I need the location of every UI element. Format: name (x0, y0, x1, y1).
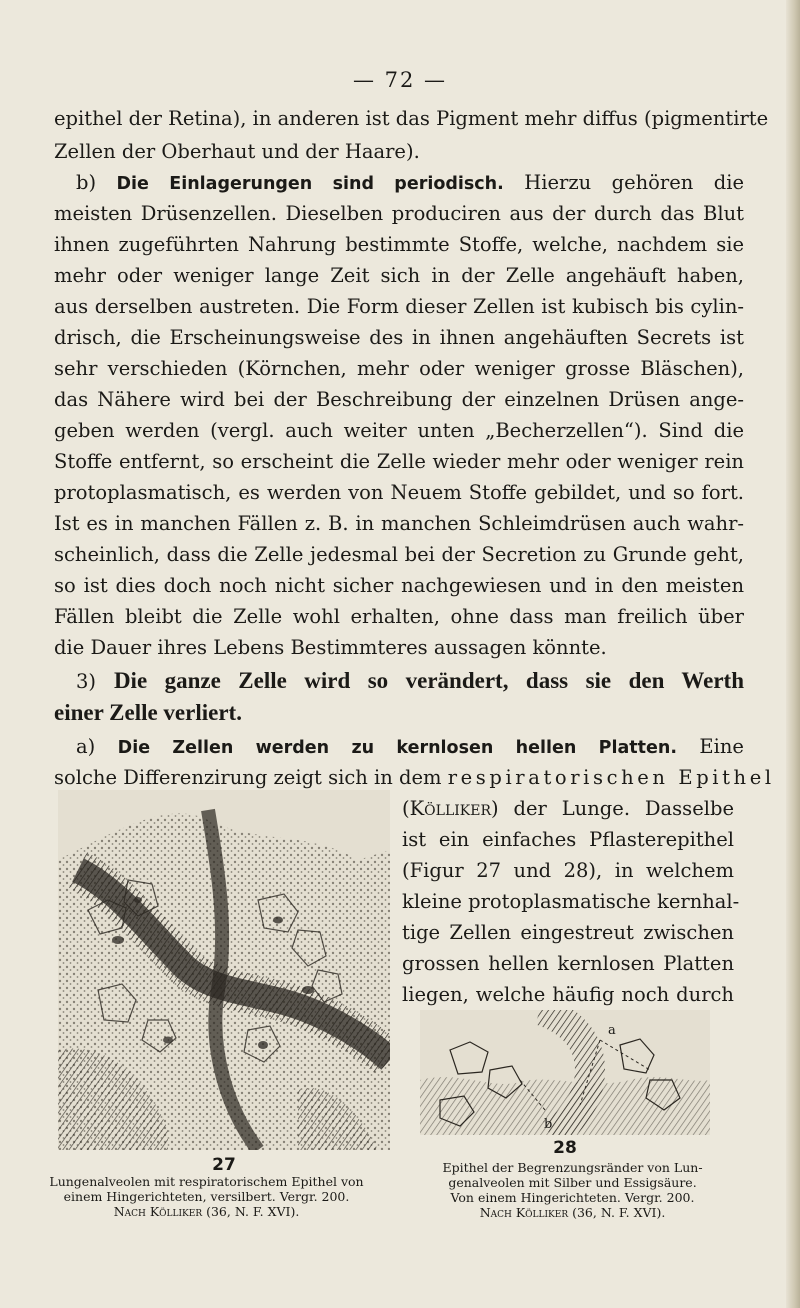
text-line: Zellen der Oberhaut und der Haare). (54, 140, 420, 163)
text-line: mehr oder weniger lange Zeit sich in der Zelle angehäuft haben, (54, 264, 744, 287)
lung-alveoli-drawing (58, 790, 390, 1150)
bold-phrase: Die Zellen werden zu kernlosen hellen Platten. (117, 738, 677, 758)
heading-text: Die ganze Zelle wird so verändert, dass sie den Werth (113, 668, 745, 693)
list-label: b) (76, 171, 97, 194)
list-label: a) (76, 735, 96, 758)
figure-27-illustration (58, 790, 390, 1150)
text-line: ist ein einfaches Pflasterepithel (402, 828, 734, 851)
text-line: geben werden (vergl. auch weiter unten „Becherzellen“). Sind die (54, 419, 744, 442)
text-line: ihnen zugeführten Nahrung bestimmte Stoffe, welche, nachdem sie (54, 233, 744, 256)
text-line: scheinlich, dass die Zelle jedesmal bei der Secretion zu Grunde geht, (54, 543, 744, 566)
text-line: die Dauer ihres Lebens Bestimmteres aussagen könnte. (54, 636, 607, 659)
section-b-first-line (54, 170, 744, 197)
bold-phrase: Die Einlagerungen sind periodisch. (116, 174, 504, 194)
section-3-heading (54, 668, 744, 695)
figure-28-caption (405, 1160, 740, 1220)
caption-line: Nach Kölliker (36, N. F. XVI). (113, 1204, 300, 1219)
section-a-second-line (54, 765, 775, 791)
text-span: ) der Lunge. Dasselbe (491, 797, 734, 820)
page-edge (786, 0, 800, 1308)
caption-line: genalveolen mit Silber und Essigsäure. (448, 1175, 697, 1190)
text-line: drisch, die Erscheinungsweise des in ihnen angehäuften Secrets ist (54, 326, 744, 349)
page-number: — 72 — (352, 68, 448, 92)
caption-line: Epithel der Begrenzungsränder von Lun- (442, 1160, 703, 1175)
heading-text: einer Zelle verliert. (54, 700, 242, 725)
list-label: 3) (76, 670, 97, 693)
section-3-heading-cont (54, 700, 744, 727)
text-line: Ist es in manchen Fällen z. B. in manchen Schleimdrüsen auch wahr- (54, 512, 744, 535)
text-span: ( (402, 797, 410, 820)
figure-28-label-a: a (608, 1023, 616, 1038)
text-line: tige Zellen eingestreut zwischen (402, 921, 734, 944)
figure-27-caption (14, 1174, 399, 1219)
text-line: Fällen bleibt die Zelle wohl erhalten, ohne dass man freilich über (54, 605, 744, 628)
text-line: kleine protoplasmatische kernhal- (402, 890, 740, 913)
text-span: solche Differenzirung zeigt sich in dem (54, 766, 442, 789)
text-line: protoplasmatisch, es werden von Neuem Stoffe gebildet, und so fort. (54, 481, 744, 504)
spaced-text: respiratorischen Epithel (447, 766, 775, 789)
text-line: das Nähere wird bei der Beschreibung der einzelnen Drüsen ange- (54, 388, 744, 411)
text-line: grossen hellen kernlosen Platten (402, 952, 734, 975)
figure-28-number: 28 (553, 1138, 577, 1158)
text-line: aus derselben austreten. Die Form dieser Zellen ist kubisch bis cylin- (54, 295, 744, 318)
text-line: sehr verschieden (Körnchen, mehr oder weniger grosse Bläschen), (54, 357, 744, 380)
text-line: liegen, welche häufig noch durch (402, 983, 734, 1006)
text-span: Eine (699, 735, 744, 758)
caption-line: Nach Kölliker (36, N. F. XVI). (479, 1205, 666, 1220)
caption-line: Von einem Hingerichteten. Vergr. 200. (450, 1190, 695, 1205)
text-line: so ist dies doch noch nicht sicher nachgewiesen und in den meisten (54, 574, 744, 597)
text-line: (Figur 27 und 28), in welchem (402, 859, 734, 882)
figure-28-label-b: b (544, 1117, 553, 1132)
text-span: Hierzu gehören die (524, 171, 745, 194)
caption-line: Lungenalveolen mit respiratorischem Epithel von (49, 1174, 364, 1189)
text-line: epithel der Retina), in anderen ist das Pigment mehr diffus (pigmentirte (54, 107, 769, 130)
figure-28-illustration (420, 1010, 710, 1135)
figure-27-number: 27 (212, 1155, 236, 1175)
section-a-first-line (54, 734, 744, 761)
alveolar-epithel-drawing (420, 1010, 710, 1135)
text-line (402, 796, 734, 822)
caption-line: einem Hingerichteten, versilbert. Vergr. 200. (63, 1189, 350, 1204)
author-name: Kölliker (409, 797, 491, 820)
text-line: meisten Drüsenzellen. Dieselben produciren aus der durch das Blut (54, 202, 744, 225)
text-line: Stoffe entfernt, so erscheint die Zelle wieder mehr oder weniger rein (54, 450, 744, 473)
